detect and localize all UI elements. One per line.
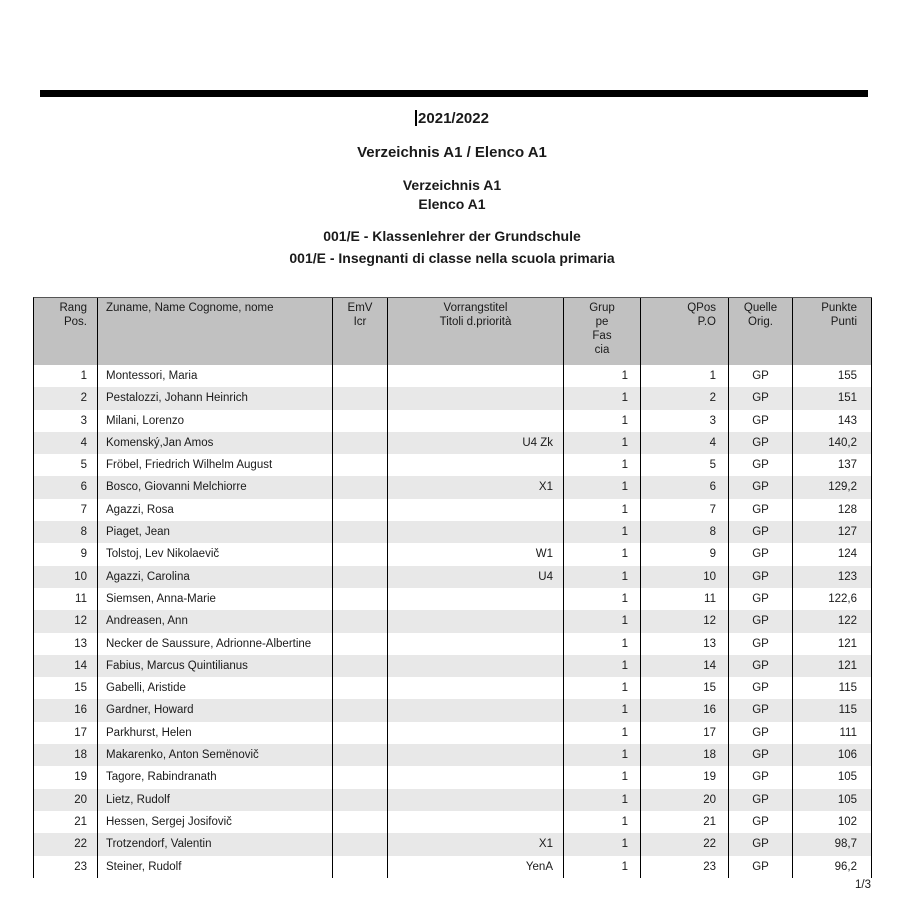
header-qpos-de: QPos: [687, 302, 716, 314]
cell-name: Montessori, Maria: [98, 365, 333, 387]
cell-emv: [333, 566, 388, 588]
cell-gruppe: 1: [564, 432, 641, 454]
cell-vorrang: W1: [388, 543, 564, 565]
cell-gruppe: 1: [564, 454, 641, 476]
cell-punkte: 155: [793, 365, 872, 387]
header-emv-it: Icr: [353, 316, 367, 328]
header-emv: [333, 298, 388, 365]
cell-qpos: 4: [641, 432, 729, 454]
cell-vorrang: X1: [388, 476, 564, 498]
cell-punkte: 137: [793, 454, 872, 476]
cell-emv: [333, 722, 388, 744]
table-row: [34, 856, 872, 878]
ranking-table: [33, 297, 872, 878]
header-qpos-it: P.O: [697, 316, 716, 328]
cell-rank: 2: [34, 387, 98, 409]
cell-qpos: 8: [641, 521, 729, 543]
cell-punkte: 106: [793, 744, 872, 766]
cell-punkte: 102: [793, 811, 872, 833]
cell-qpos: 20: [641, 789, 729, 811]
cell-emv: [333, 633, 388, 655]
cell-emv: [333, 677, 388, 699]
cell-vorrang: [388, 655, 564, 677]
cell-rank: 9: [34, 543, 98, 565]
header-emv-de: EmV: [347, 302, 373, 314]
table-row: [34, 566, 872, 588]
cell-rank: 4: [34, 432, 98, 454]
header-name-label: Zuname, Name Cognome, nome: [106, 302, 274, 314]
cell-qpos: 15: [641, 677, 729, 699]
header-quelle: [729, 298, 793, 365]
cell-name: Steiner, Rudolf: [98, 856, 333, 878]
cell-gruppe: 1: [564, 566, 641, 588]
header-gruppe-line1: Grup: [589, 302, 615, 314]
cell-qpos: 17: [641, 722, 729, 744]
table-row: [34, 744, 872, 766]
cell-name: Bosco, Giovanni Melchiorre: [98, 476, 333, 498]
cell-quelle: GP: [729, 856, 793, 878]
header-gruppe-line3: Fas: [592, 330, 612, 342]
cell-punkte: 128: [793, 499, 872, 521]
table-row: [34, 833, 872, 855]
cell-name: Makarenko, Anton Semënovič: [98, 744, 333, 766]
cell-name: Gabelli, Aristide: [98, 677, 333, 699]
cell-rank: 6: [34, 476, 98, 498]
year-title: [0, 110, 904, 127]
table-row: [34, 610, 872, 632]
header-punkte: [793, 298, 872, 365]
cell-qpos: 3: [641, 410, 729, 432]
header-punkte-de: Punkte: [821, 302, 857, 314]
table-row: [34, 410, 872, 432]
table-row: [34, 789, 872, 811]
cell-qpos: 14: [641, 655, 729, 677]
header-quelle-de: Quelle: [743, 302, 778, 314]
cell-quelle: GP: [729, 588, 793, 610]
cell-punkte: 122,6: [793, 588, 872, 610]
cell-gruppe: 1: [564, 387, 641, 409]
cell-vorrang: U4: [388, 566, 564, 588]
cell-punkte: 151: [793, 387, 872, 409]
cell-punkte: 96,2: [793, 856, 872, 878]
cell-qpos: 9: [641, 543, 729, 565]
cell-rank: 3: [34, 410, 98, 432]
cell-qpos: 7: [641, 499, 729, 521]
cell-vorrang: [388, 499, 564, 521]
cell-quelle: GP: [729, 766, 793, 788]
cell-quelle: GP: [729, 699, 793, 721]
main-title: Verzeichnis A1 / Elenco A1: [357, 144, 547, 161]
cell-punkte: 143: [793, 410, 872, 432]
cell-rank: 16: [34, 699, 98, 721]
cell-emv: [333, 856, 388, 878]
cell-punkte: 105: [793, 766, 872, 788]
table-row: [34, 766, 872, 788]
table-row: [34, 811, 872, 833]
cell-emv: [333, 833, 388, 855]
cell-vorrang: [388, 610, 564, 632]
header-rank-de: Rang: [59, 302, 87, 314]
cell-emv: [333, 521, 388, 543]
cell-quelle: GP: [729, 476, 793, 498]
year-title-text: 2021/2022: [418, 110, 489, 127]
cell-quelle: GP: [729, 655, 793, 677]
horizontal-rule: [40, 90, 868, 97]
table-row: [34, 387, 872, 409]
cell-gruppe: 1: [564, 811, 641, 833]
table-row: [34, 699, 872, 721]
cell-vorrang: [388, 811, 564, 833]
table-row: [34, 365, 872, 387]
header-rank-it: Pos.: [63, 316, 87, 328]
cell-vorrang: U4 Zk: [388, 432, 564, 454]
cell-gruppe: 1: [564, 476, 641, 498]
cell-vorrang: [388, 699, 564, 721]
cell-emv: [333, 655, 388, 677]
cell-rank: 18: [34, 744, 98, 766]
cell-quelle: GP: [729, 633, 793, 655]
cell-rank: 10: [34, 566, 98, 588]
cell-rank: 8: [34, 521, 98, 543]
cell-quelle: GP: [729, 833, 793, 855]
cell-gruppe: 1: [564, 588, 641, 610]
cell-qpos: 22: [641, 833, 729, 855]
table-row: [34, 677, 872, 699]
cell-qpos: 12: [641, 610, 729, 632]
cell-punkte: 140,2: [793, 432, 872, 454]
cell-rank: 20: [34, 789, 98, 811]
table-row: [34, 543, 872, 565]
cell-rank: 12: [34, 610, 98, 632]
cell-gruppe: 1: [564, 610, 641, 632]
cell-qpos: 21: [641, 811, 729, 833]
cell-qpos: 13: [641, 633, 729, 655]
cell-name: Milani, Lorenzo: [98, 410, 333, 432]
subtitle-german: Verzeichnis A1: [402, 177, 502, 193]
cell-quelle: GP: [729, 499, 793, 521]
cell-rank: 13: [34, 633, 98, 655]
cell-gruppe: 1: [564, 655, 641, 677]
header-vorrang: [388, 298, 564, 365]
cell-rank: 5: [34, 454, 98, 476]
cell-quelle: GP: [729, 744, 793, 766]
cell-rank: 14: [34, 655, 98, 677]
cell-punkte: 121: [793, 655, 872, 677]
cell-emv: [333, 744, 388, 766]
table-row: [34, 454, 872, 476]
cell-rank: 11: [34, 588, 98, 610]
cell-emv: [333, 410, 388, 432]
table-row: [34, 633, 872, 655]
cell-punkte: 129,2: [793, 476, 872, 498]
cell-vorrang: [388, 677, 564, 699]
cell-emv: [333, 789, 388, 811]
cell-name: Pestalozzi, Johann Heinrich: [98, 387, 333, 409]
cell-emv: [333, 610, 388, 632]
cell-qpos: 6: [641, 476, 729, 498]
cell-qpos: 10: [641, 566, 729, 588]
cell-punkte: 123: [793, 566, 872, 588]
cell-qpos: 23: [641, 856, 729, 878]
cell-name: Tagore, Rabindranath: [98, 766, 333, 788]
header-name: [98, 298, 333, 365]
cell-name: Hessen, Sergej Josifovič: [98, 811, 333, 833]
cell-qpos: 19: [641, 766, 729, 788]
cell-emv: [333, 387, 388, 409]
section-title-italian: 001/E - Insegnanti di classe nella scuola primaria: [289, 250, 615, 266]
cell-gruppe: 1: [564, 856, 641, 878]
cell-gruppe: 1: [564, 543, 641, 565]
cell-gruppe: 1: [564, 766, 641, 788]
cell-gruppe: 1: [564, 365, 641, 387]
cell-name: Parkhurst, Helen: [98, 722, 333, 744]
table-row: [34, 499, 872, 521]
cell-gruppe: 1: [564, 633, 641, 655]
cell-punkte: 127: [793, 521, 872, 543]
cell-gruppe: 1: [564, 722, 641, 744]
cell-punkte: 122: [793, 610, 872, 632]
cell-name: Necker de Saussure, Adrionne-Albertine: [98, 633, 333, 655]
header-punkte-it: Punti: [830, 316, 857, 328]
cell-emv: [333, 543, 388, 565]
cell-vorrang: [388, 722, 564, 744]
table-body: [34, 365, 872, 878]
cell-emv: [333, 432, 388, 454]
cell-vorrang: [388, 789, 564, 811]
cell-gruppe: 1: [564, 699, 641, 721]
cell-rank: 22: [34, 833, 98, 855]
cell-quelle: GP: [729, 811, 793, 833]
section-title-german: 001/E - Klassenlehrer der Grundschule: [323, 228, 581, 244]
cell-quelle: GP: [729, 722, 793, 744]
table-row: [34, 655, 872, 677]
cell-qpos: 18: [641, 744, 729, 766]
header-gruppe: [564, 298, 641, 365]
cell-quelle: GP: [729, 387, 793, 409]
header-rank: [34, 298, 98, 365]
cell-rank: 19: [34, 766, 98, 788]
cell-name: Agazzi, Carolina: [98, 566, 333, 588]
cell-gruppe: 1: [564, 410, 641, 432]
cell-gruppe: 1: [564, 833, 641, 855]
cell-name: Komenský,Jan Amos: [98, 432, 333, 454]
header-gruppe-line2: pe: [595, 316, 609, 328]
cell-gruppe: 1: [564, 677, 641, 699]
cell-rank: 23: [34, 856, 98, 878]
table-row: [34, 722, 872, 744]
cell-vorrang: [388, 410, 564, 432]
cell-vorrang: [388, 588, 564, 610]
cell-gruppe: 1: [564, 789, 641, 811]
cell-name: Siemsen, Anna-Marie: [98, 588, 333, 610]
cell-quelle: GP: [729, 521, 793, 543]
cell-rank: 15: [34, 677, 98, 699]
text-cursor: [415, 110, 417, 126]
cell-qpos: 11: [641, 588, 729, 610]
cell-quelle: GP: [729, 789, 793, 811]
cell-punkte: 105: [793, 789, 872, 811]
cell-vorrang: X1: [388, 833, 564, 855]
cell-emv: [333, 476, 388, 498]
header-qpos: [641, 298, 729, 365]
table-row: [34, 521, 872, 543]
cell-punkte: 98,7: [793, 833, 872, 855]
cell-name: Andreasen, Ann: [98, 610, 333, 632]
cell-emv: [333, 811, 388, 833]
cell-quelle: GP: [729, 677, 793, 699]
cell-quelle: GP: [729, 410, 793, 432]
cell-punkte: 121: [793, 633, 872, 655]
cell-vorrang: [388, 744, 564, 766]
cell-gruppe: 1: [564, 744, 641, 766]
cell-name: Agazzi, Rosa: [98, 499, 333, 521]
cell-name: Lietz, Rudolf: [98, 789, 333, 811]
cell-vorrang: [388, 365, 564, 387]
page-number: 1/3: [855, 879, 871, 891]
cell-name: Fröbel, Friedrich Wilhelm August: [98, 454, 333, 476]
cell-rank: 1: [34, 365, 98, 387]
cell-gruppe: 1: [564, 499, 641, 521]
cell-rank: 7: [34, 499, 98, 521]
cell-name: Tolstoj, Lev Nikolaevič: [98, 543, 333, 565]
cell-qpos: 16: [641, 699, 729, 721]
cell-quelle: GP: [729, 610, 793, 632]
cell-quelle: GP: [729, 432, 793, 454]
subtitle-italian: Elenco A1: [418, 196, 486, 212]
cell-qpos: 5: [641, 454, 729, 476]
header-vorrang-de: Vorrangstitel: [443, 302, 508, 314]
table-row: [34, 476, 872, 498]
cell-name: Trotzendorf, Valentin: [98, 833, 333, 855]
cell-emv: [333, 499, 388, 521]
header-gruppe-line4: cia: [594, 344, 610, 356]
cell-name: Piaget, Jean: [98, 521, 333, 543]
cell-emv: [333, 365, 388, 387]
cell-rank: 21: [34, 811, 98, 833]
cell-punkte: 124: [793, 543, 872, 565]
cell-emv: [333, 454, 388, 476]
cell-vorrang: [388, 387, 564, 409]
cell-vorrang: [388, 633, 564, 655]
cell-vorrang: YenA: [388, 856, 564, 878]
table-header-row: [34, 298, 872, 365]
table-row: [34, 588, 872, 610]
header-vorrang-it: Titoli d.priorità: [439, 316, 512, 328]
cell-rank: 17: [34, 722, 98, 744]
cell-quelle: GP: [729, 454, 793, 476]
cell-qpos: 2: [641, 387, 729, 409]
cell-quelle: GP: [729, 566, 793, 588]
cell-vorrang: [388, 521, 564, 543]
cell-name: Fabius, Marcus Quintilianus: [98, 655, 333, 677]
cell-punkte: 111: [793, 722, 872, 744]
cell-quelle: GP: [729, 365, 793, 387]
cell-punkte: 115: [793, 699, 872, 721]
header-quelle-it: Orig.: [748, 316, 773, 328]
cell-punkte: 115: [793, 677, 872, 699]
cell-gruppe: 1: [564, 521, 641, 543]
cell-name: Gardner, Howard: [98, 699, 333, 721]
cell-vorrang: [388, 454, 564, 476]
table-row: [34, 432, 872, 454]
cell-emv: [333, 699, 388, 721]
cell-quelle: GP: [729, 543, 793, 565]
cell-emv: [333, 588, 388, 610]
cell-qpos: 1: [641, 365, 729, 387]
cell-emv: [333, 766, 388, 788]
cell-vorrang: [388, 766, 564, 788]
